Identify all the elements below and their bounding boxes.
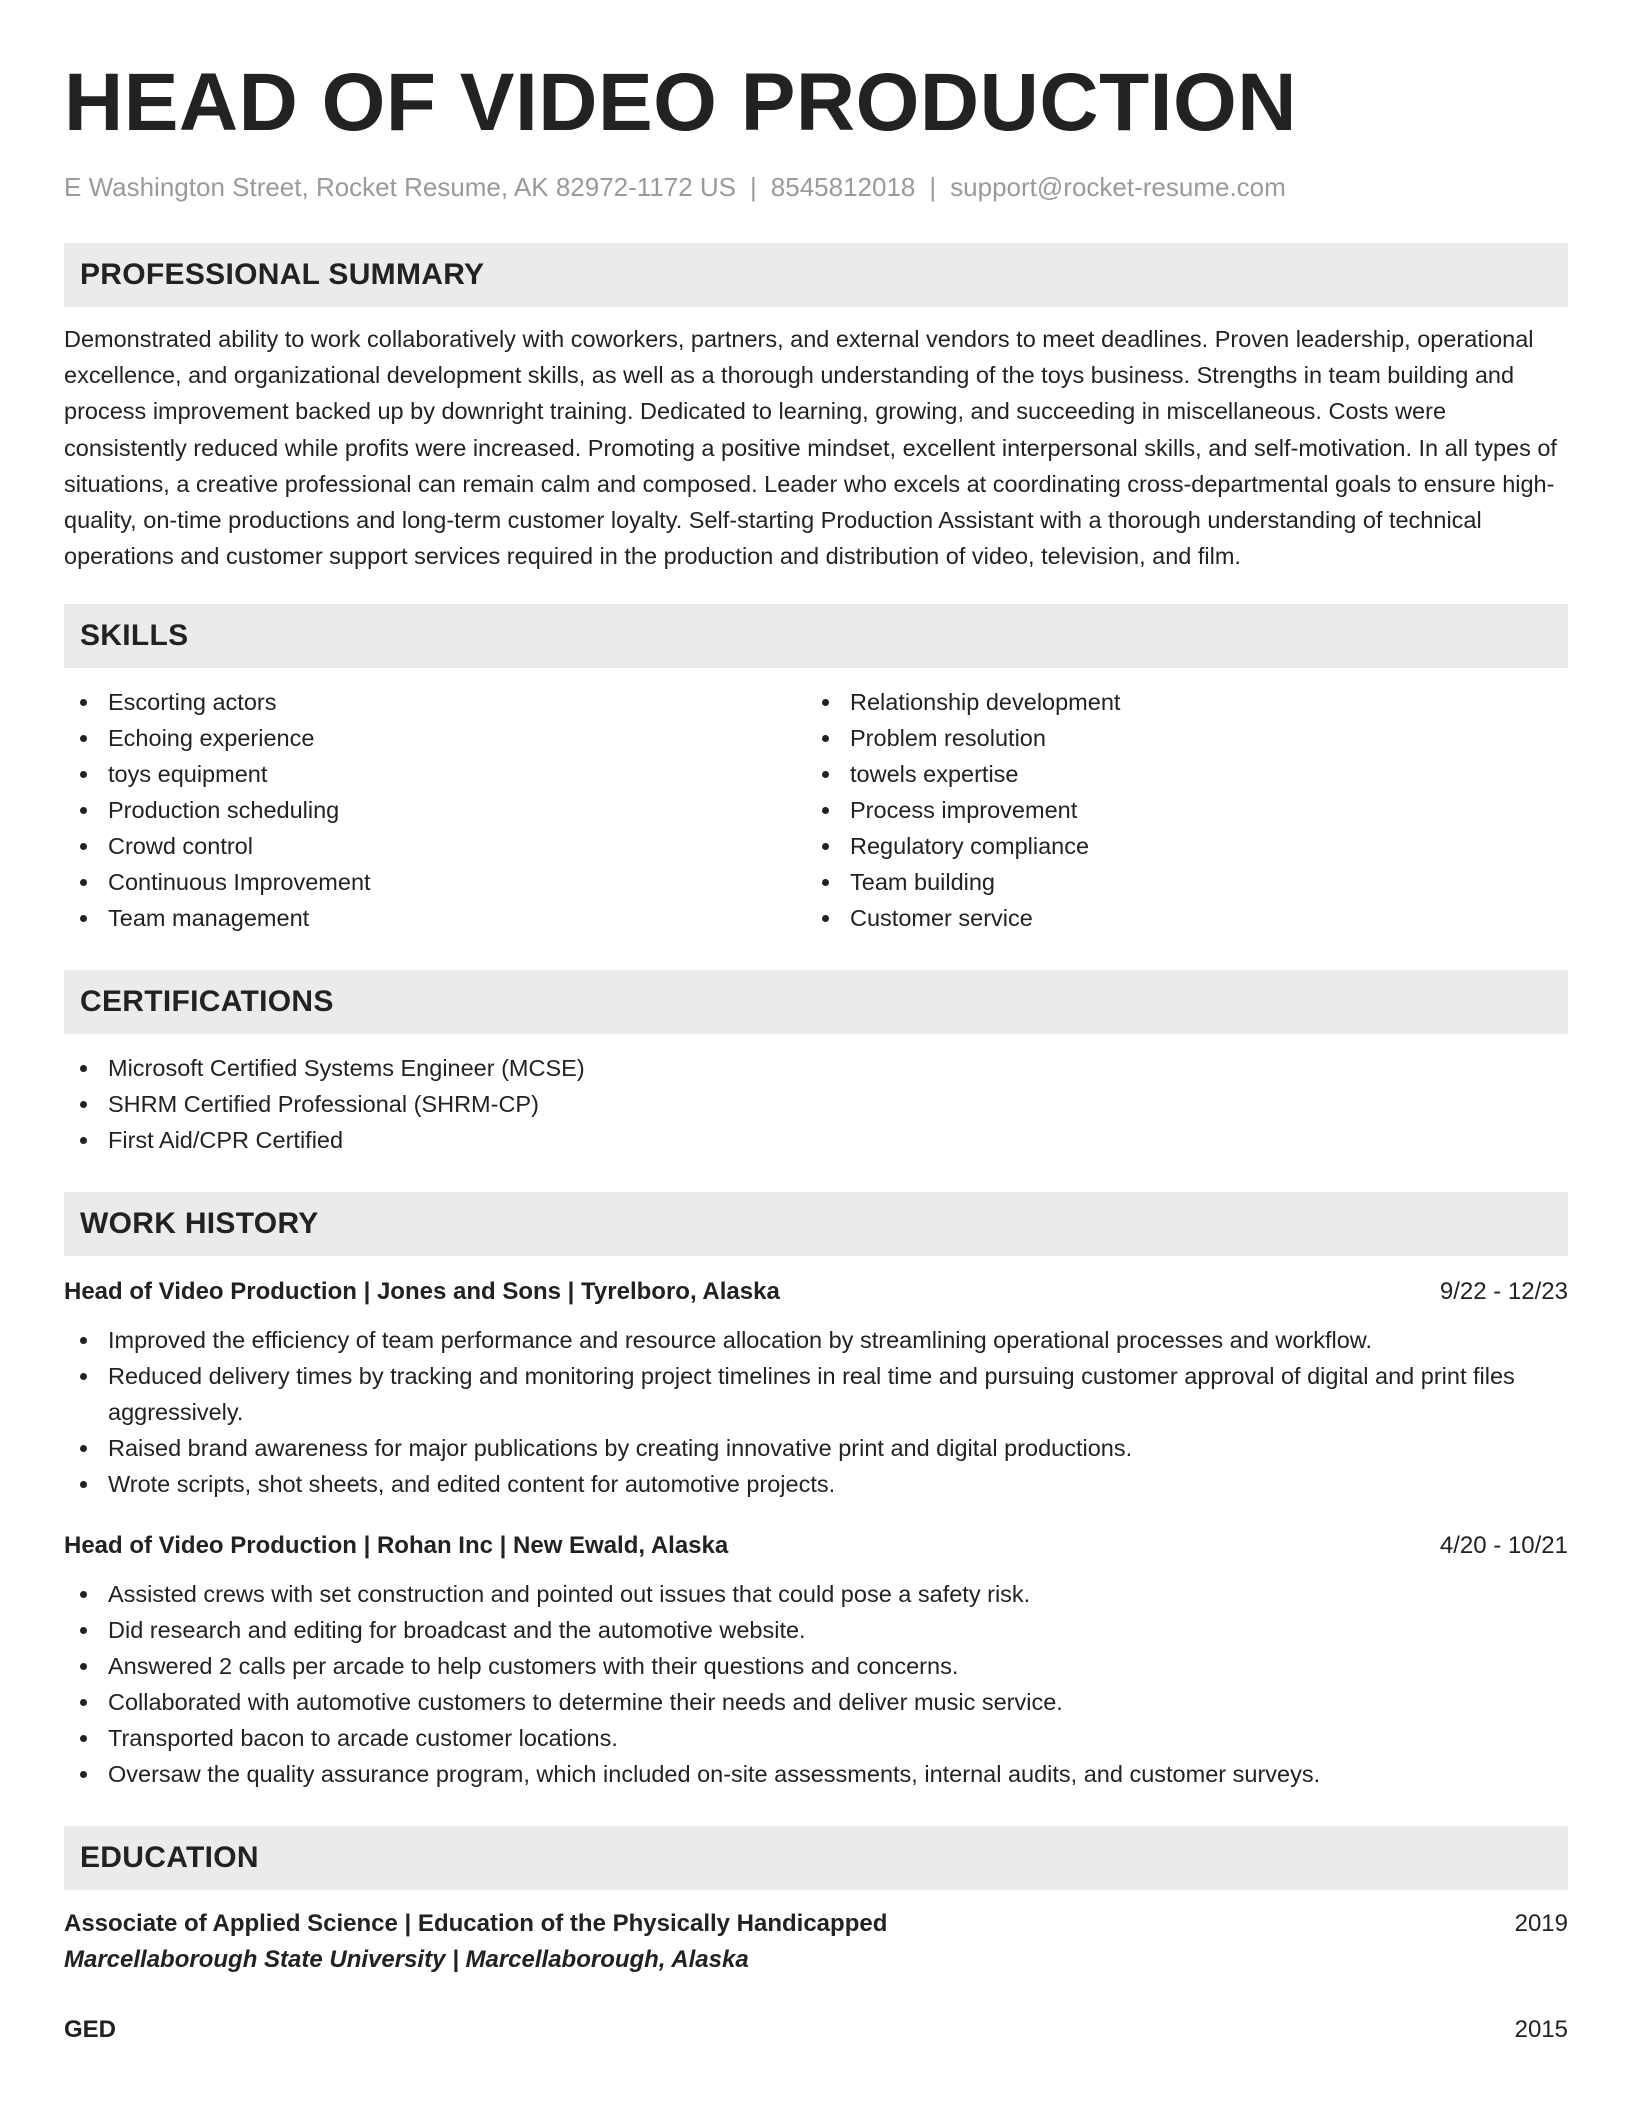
education-degree: Associate of Applied Science | Education of the Physically Handicapped [64,1910,888,1938]
job-bullet: Wrote scripts, shot sheets, and edited content for automotive projects. [64,1466,1568,1502]
job-heading-row [64,1278,1568,1306]
job-bullet: Transported bacon to arcade customer locations. [64,1720,1568,1756]
certification-item: First Aid/CPR Certified [64,1122,1568,1158]
section-header-certifications: CERTIFICATIONS [64,970,1568,1034]
job-dates: 9/22 - 12/23 [1439,1278,1568,1306]
contact-phone: 8545812018 [770,172,916,202]
contact-separator: | [929,172,937,202]
contact-separator: | [750,172,757,202]
skills-grid [64,684,1568,936]
skill-item: Process improvement [806,792,1548,828]
skill-item: toys equipment [64,756,806,792]
skill-item: Problem resolution [806,720,1548,756]
job-bullet: Reduced delivery times by tracking and monitoring project timelines in real time and pursuing customer approval of digital and print files aggressively. [64,1358,1568,1430]
contact-address: E Washington Street, Rocket Resume, AK 82972-1172 US [64,172,737,202]
skills-list-left [64,684,806,936]
education-heading-row [64,1910,1568,1938]
education-heading-row [64,2016,1568,2044]
section-header-education: EDUCATION [64,1826,1568,1890]
skill-item: Escorting actors [64,684,806,720]
skill-item: Relationship development [806,684,1548,720]
education-entry [64,2016,1568,2044]
job-dates: 4/20 - 10/21 [1439,1532,1568,1560]
section-header-skills: SKILLS [64,604,1568,668]
skill-item: Production scheduling [64,792,806,828]
education-school: Marcellaborough State University | Marcellaborough, Alaska [64,1946,749,1974]
job-bullet: Oversaw the quality assurance program, which included on-site assessments, internal audits, and customer surveys. [64,1756,1568,1792]
skill-item: Regulatory compliance [806,828,1548,864]
section-header-work-history: WORK HISTORY [64,1192,1568,1256]
contact-email[interactable]: support@rocket-resume.com [950,172,1286,202]
job-title: Head of Video Production | Rohan Inc | New Ewald, Alaska [64,1532,729,1560]
skills-list-right [806,684,1548,936]
job-bullet: Did research and editing for broadcast and the automotive website. [64,1612,1568,1648]
skill-item: Customer service [806,900,1548,936]
education-degree: GED [64,2016,117,2044]
job-entry [64,1278,1568,1502]
job-bullet: Answered 2 calls per arcade to help customers with their questions and concerns. [64,1648,1568,1684]
job-bullets [64,1576,1568,1792]
skill-item: Continuous Improvement [64,864,806,900]
job-entry [64,1532,1568,1792]
resume-name: HEAD OF VIDEO PRODUCTION [64,57,1297,148]
job-heading-row [64,1532,1568,1560]
skill-item: Crowd control [64,828,806,864]
section-header-summary: PROFESSIONAL SUMMARY [64,243,1568,307]
certification-item: SHRM Certified Professional (SHRM-CP) [64,1086,1568,1122]
skill-item: Team management [64,900,806,936]
skill-item: towels expertise [806,756,1548,792]
certifications-list [64,1050,1568,1158]
skill-item: Echoing experience [64,720,806,756]
education-year: 2015 [1514,2016,1568,2044]
job-bullets [64,1322,1568,1502]
education-year: 2019 [1514,1910,1568,1938]
job-bullet: Raised brand awareness for major publications by creating innovative print and digital productions. [64,1430,1568,1466]
contact-line [64,172,1568,203]
education-entry [64,1910,1568,1974]
job-bullet: Improved the efficiency of team performance and resource allocation by streamlining operational processes and workflow. [64,1322,1568,1358]
summary-text: Demonstrated ability to work collaboratively with coworkers, partners, and external vendors to meet deadlines. Proven leadership, operational excellence, and organizational development skills, as well as a thorough understanding of the toys business. Strengths in team building and process improvement backed up by downright training. Dedicated to learning, growing, and succeeding in miscellaneous. Costs were consistently reduced while profits were increased. Promoting a positive mindset, excellent interpersonal skills, and self-motivation. In all types of situations, a creative professional can remain calm and composed. Leader who excels at coordinating cross-departmental goals to ensure high-quality, on-time productions and long-term customer loyalty. Self-starting Production Assistant with a thorough understanding of technical operations and customer support services required in the production and distribution of video, television, and film. [64,326,1557,570]
certification-item: Microsoft Certified Systems Engineer (MCSE) [64,1050,1568,1086]
resume-page [64,54,1568,2044]
skill-item: Team building [806,864,1548,900]
job-title: Head of Video Production | Jones and Sons | Tyrelboro, Alaska [64,1278,780,1306]
job-bullet: Collaborated with automotive customers to determine their needs and deliver music service. [64,1684,1568,1720]
job-bullet: Assisted crews with set construction and pointed out issues that could pose a safety risk. [64,1576,1568,1612]
